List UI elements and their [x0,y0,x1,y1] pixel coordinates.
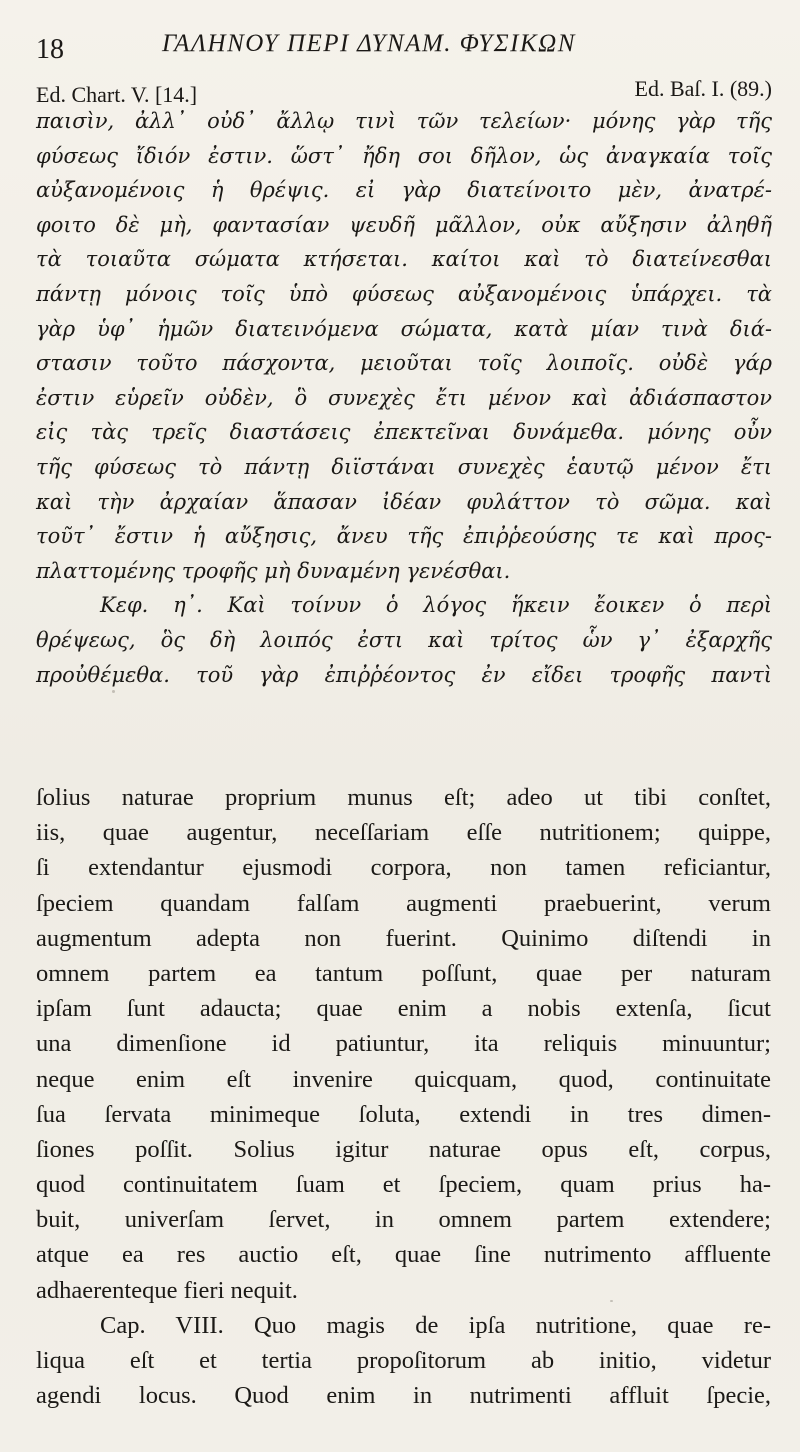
latin-line: ipſam ſunt adaucta; quae enim a nobis extenſa, ſicut [36,995,771,1023]
page-number: 18 [36,34,64,65]
edition-reference-basel: Ed. Baſ. I. (89.) [634,76,772,101]
greek-line: θρέψεως, ὃς δὴ λοιπός ἐστι καὶ τρίτος ὧν γ᾽ ἐξαρχῆς [36,627,772,652]
paper-speck [112,690,115,693]
latin-line: una dimenſione id patiuntur, ita reliquis minuuntur; [36,1030,771,1058]
latin-line: ſua ſervata minimeque ſoluta, extendi in tres dimen- [36,1100,771,1128]
greek-line: φύσεως ἴδιόν ἐστιν. ὥστ᾽ ἤδη σοι δῆλον, ὡς ἀναγκαία τοῖς [36,143,772,168]
latin-line: quod continuitatem ſuam et ſpeciem, quam prius ha- [36,1171,771,1199]
greek-line: εἰς τὰς τρεῖς διαστάσεις ἐπεκτεῖναι δυνάμεθα. μόνης οὖν [36,420,772,445]
latin-line: agendi locus. Quod enim in nutrimenti affluit ſpecie, [36,1382,771,1410]
greek-line: αὐξανομένοις ἡ θρέψις. εἰ γὰρ διατείνοιτο μὲν, ἀνατρέ- [36,178,772,203]
greek-line: πλαττομένης τροφῆς μὴ δυναμένη γενέσθαι. [36,558,511,583]
greek-line: καὶ τὴν ἀρχαίαν ἅπασαν ἰδέαν φυλάττον τὸ σῶμα. καὶ [36,489,772,514]
latin-line: atque ea res auctio eſt, quae ſine nutrimento affluente [36,1241,771,1269]
greek-chapter-heading-line: Κεφ. η᾽. Καὶ τοίνυν ὁ λόγος ἥκειν ἔοικεν ὁ περὶ [100,593,772,618]
running-head [36,30,770,64]
greek-line: γὰρ ὑφ᾽ ἡμῶν διατεινόμενα σώματα, κατὰ μίαν τινὰ διά- [36,316,772,341]
latin-line: ſolius naturae proprium munus eſt; adeo ut tibi conſtet, [36,784,771,811]
latin-line: buit, univerſam ſervet, in omnem partem extendere; [36,1206,771,1234]
latin-line: ſi extendantur ejusmodi corpora, non tamen reficiantur, [36,854,771,882]
paper-speck [610,1300,613,1302]
latin-translation-block [36,780,771,1413]
greek-line: στασιν τοῦτο πάσχοντα, μειοῦται τοῖς λοιποῖς. οὐδὲ γάρ [36,351,772,376]
latin-line: ſpeciem quandam falſam augmenti praebuerint, verum [36,889,771,917]
greek-line: τοῦτ᾽ ἔστιν ἡ αὔξησις, ἄνευ τῆς ἐπιῤῥεούσης τε καὶ προς- [36,524,772,549]
greek-line: πάντῃ μόνοις τοῖς ὑπὸ φύσεως αὐξανομένοις ὑπάρχει. τὰ [36,281,772,306]
latin-line: omnem partem ea tantum poſſunt, quae per naturam [36,959,771,987]
latin-line: liqua eſt et tertia propoſitorum ab initio, videtur [36,1347,771,1374]
latin-chapter-heading-line: Cap. VIII. Quo magis de ipſa nutritione, quae re- [100,1311,771,1339]
greek-line: ἐστιν εὑρεῖν οὐδὲν, ὃ συνεχὲς ἔτι μένον καὶ ἀδιάσπαστον [36,385,772,410]
latin-line: iis, quae augentur, neceſſariam eſſe nutritionem; quippe, [36,819,771,847]
running-title: ΓΑΛΗΝΟΥ ΠΕΡΙ ΔΥΝΑΜ. ΦΥΣΙΚΩΝ [162,30,576,57]
greek-line: προὐθέμεθα. τοῦ γὰρ ἐπιῤῥέοντος ἐν εἴδει τροφῆς παντὶ [36,662,772,687]
greek-line: τὰ τοιαῦτα σώματα κτήσεται. καίτοι καὶ τὸ διατείνεσθαι [36,247,772,272]
latin-line: adhaerenteque fieri nequit. [36,1276,298,1304]
greek-line: παισὶν, ἀλλ᾽ οὐδ᾽ ἄλλῳ τινὶ τῶν τελείων· μόνης γὰρ τῆς [36,109,772,133]
edition-reference-chartier: Ed. Chart. V. [14.] [36,82,198,107]
paper-speck [402,1040,404,1042]
latin-line: neque enim eſt invenire quicquam, quod, continuitate [36,1065,771,1093]
greek-text-block [36,104,772,692]
latin-line: ſiones poſſit. Solius igitur naturae opus eſt, corpus, [36,1135,771,1163]
greek-line: φοιτο δὲ μὴ, φαντασίαν ψευδῆ μᾶλλον, οὐκ αὔξησιν ἀληθῆ [36,212,772,237]
greek-line: τῆς φύσεως τὸ πάντῃ διϊστάναι συνεχὲς ἑαυτῷ μένον ἔτι [36,454,772,479]
latin-line: augmentum adepta non fuerint. Quinimo diſtendi in [36,924,771,952]
edition-reference-line [36,76,772,107]
